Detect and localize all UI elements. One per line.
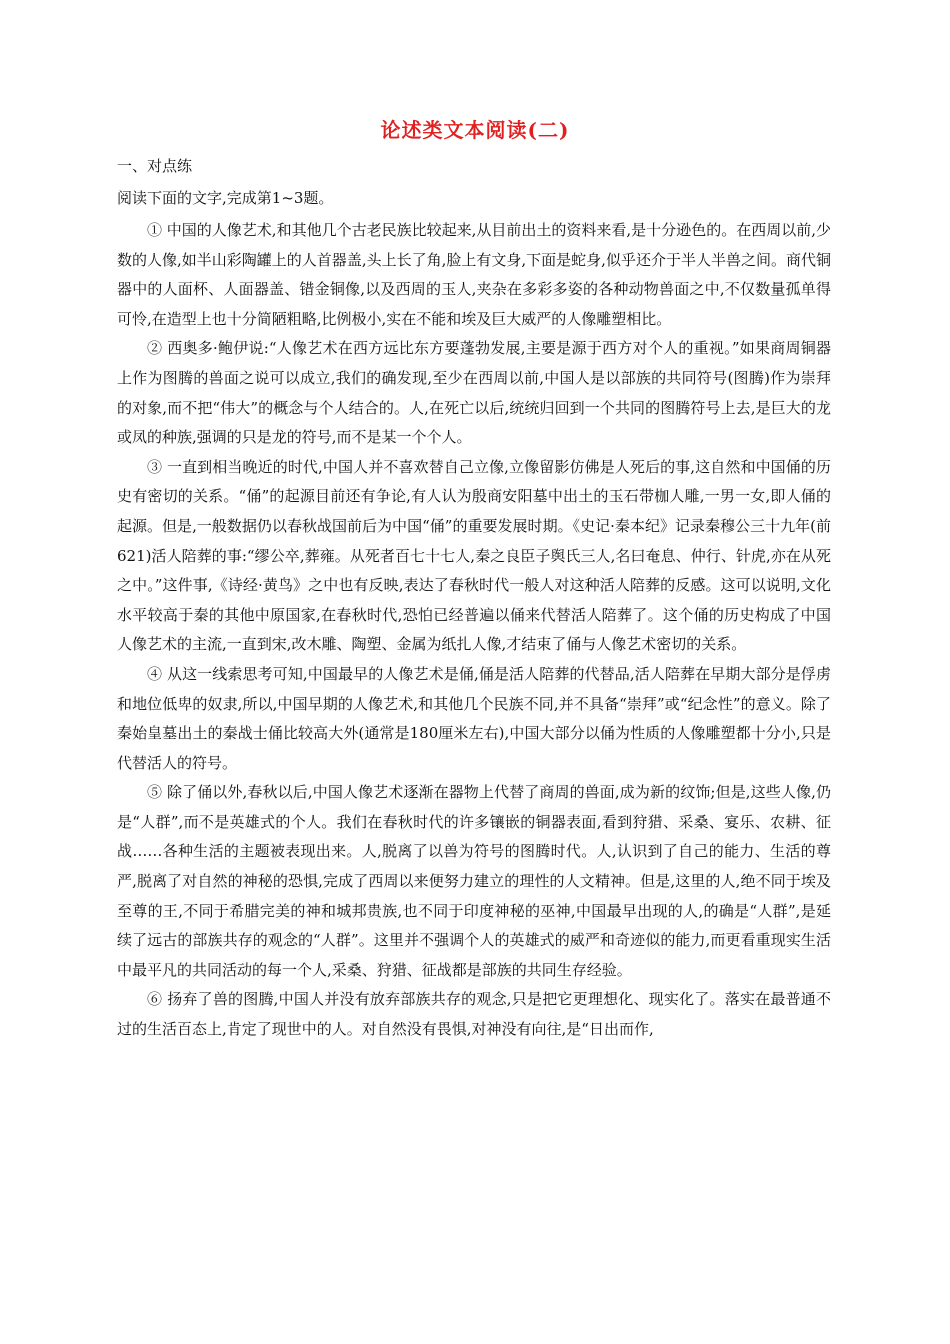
paragraph-5: ⑤ 除了俑以外,春秋以后,中国人像艺术逐渐在器物上代替了商周的兽面,成为新的纹饰;但是,这些人像,仍是“人群”,而不是英雄式的个人。我们在春秋时代的许多镶嵌的铜器表面,看到狩猎、采桑、宴乐、农耕、征战……各种生活的主题被表现出来。人,脱离了以兽为符号的图腾时代。人,认识到了自己的能力、生活的尊严,脱离了对自然的神秘的恐惧,完成了西周以来便努力建立的理性的人文精神。但是,这里的人,绝不同于埃及至尊的王,不同于希腊完美的神和城邦贵族,也不同于印度神秘的巫神,中国最早出现的人,的确是“人群”,是延续了远古的部族共存的观念的“人群”。这里并不强调个人的英雄式的威严和奇迹似的能力,而更看重现实生活中最平凡的共同活动的每一个人,采桑、狩猎、征战都是部族的共同生存经验。 xyxy=(117,783,831,979)
paragraph-4: ④ 从这一线索思考可知,中国最早的人像艺术是俑,俑是活人陪葬的代替品,活人陪葬在早期大部分是俘虏和地位低卑的奴隶,所以,中国早期的人像艺术,和其他几个民族不同,并不具备“崇拜”或“纪念性”的意义。除了秦始皇墓出土的秦战士俑比较高大外(通常是180厘米左右),中国大部分以俑为性质的人像雕塑都十分小,只是代替活人的符号。 xyxy=(117,664,831,772)
document-title: 论述类文本阅读(二) xyxy=(380,118,570,142)
reading-instruction: 阅读下面的文字,完成第1~3题。 xyxy=(117,189,334,207)
paragraph-2: ② 西奥多·鲍伊说:“人像艺术在西方远比东方要蓬勃发展,主要是源于西方对个人的重视。”如果商周铜器上作为图腾的兽面之说可以成立,我们的确发现,至少在西周以前,中国人是以部族的共同符号(图腾)作为崇拜的对象,而不把“伟大”的概念与个人结合的。人,在死亡以后,统统归回到一个共同的图腾符号上去,是巨大的龙或凤的种族,强调的只是龙的符号,而不是某一个个人。 xyxy=(117,339,831,447)
paragraph-6: ⑥ 扬弃了兽的图腾,中国人并没有放弃部族共存的观念,只是把它更理想化、现实化了。落实在最普通不过的生活百态上,肯定了现世中的人。对自然没有畏惧,对神没有向往,是“日出而作, xyxy=(117,990,831,1039)
paragraph-1: ① 中国的人像艺术,和其他几个古老民族比较起来,从目前出土的资料来看,是十分逊色的。在西周以前,少数的人像,如半山彩陶罐上的人首器盖,头上长了角,脸上有文身,下面是蛇身,似乎还介于半人半兽之间。商代铜器中的人面杯、人面器盖、错金铜像,以及西周的玉人,夹杂在多彩多姿的各种动物兽面之中,不仅数量孤单得可怜,在造型上也十分简陋粗略,比例极小,实在不能和埃及巨大威严的人像雕塑相比。 xyxy=(117,221,831,328)
section-heading: 一、对点练 xyxy=(117,157,193,175)
paragraph-3: ③ 一直到相当晚近的时代,中国人并不喜欢替自己立像,立像留影仿佛是人死后的事,这自然和中国俑的历史有密切的关系。“俑”的起源目前还有争论,有人认为殷商安阳墓中出土的玉石带枷人雕,一男一女,即人俑的起源。但是,一般数据仍以春秋战国前后为中国“俑”的重要发展时期。《史记·秦本纪》记录秦穆公三十九年(前621)活人陪葬的事:“缪公卒,葬雍。从死者百七十七人,秦之良臣子舆氏三人,名曰奄息、仲行、针虎,亦在从死之中。”这件事,《诗经·黄鸟》之中也有反映,表达了春秋时代一般人对这种活人陪葬的反感。这可以说明,文化水平较高于秦的其他中原国家,在春秋时代,恐怕已经普遍以俑来代替活人陪葬了。这个俑的历史构成了中国人像艺术的主流,一直到宋,改木雕、陶塑、金属为纸扎人像,才结束了俑与人像艺术密切的关系。 xyxy=(117,457,831,654)
passage-body xyxy=(117,216,831,1045)
